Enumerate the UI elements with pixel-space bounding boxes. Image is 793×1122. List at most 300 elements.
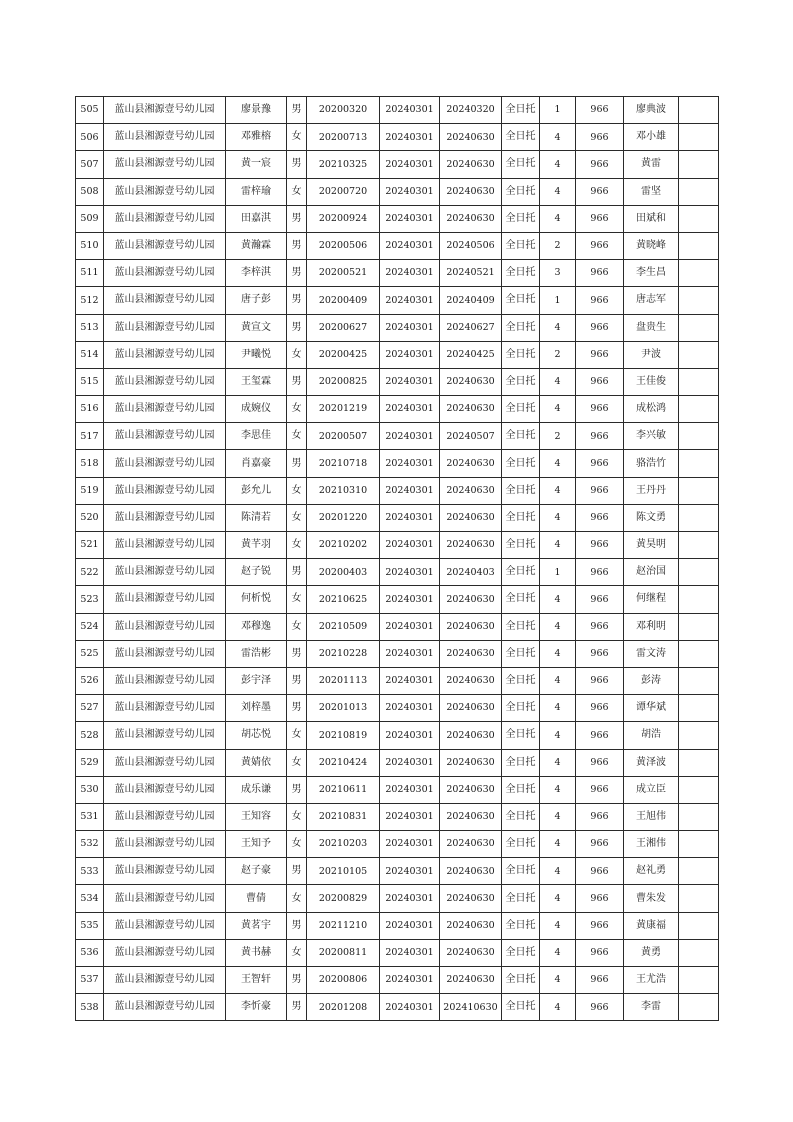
cell-row-number: 515 <box>76 368 104 395</box>
cell-row-number: 523 <box>76 586 104 613</box>
cell-gender: 女 <box>287 722 307 749</box>
cell-birth-date: 20201219 <box>307 396 380 423</box>
cell-start-date: 20240301 <box>380 532 440 559</box>
cell-start-date: 20240301 <box>380 994 440 1021</box>
cell-guardian-name: 田斌和 <box>624 205 679 232</box>
cell-school-name: 蓝山县湘源壹号幼儿园 <box>104 586 226 613</box>
cell-amount: 966 <box>576 287 624 314</box>
cell-start-date: 20240301 <box>380 450 440 477</box>
cell-child-name: 成乐谦 <box>226 776 287 803</box>
cell-amount: 966 <box>576 368 624 395</box>
cell-guardian-name: 曹朱发 <box>624 885 679 912</box>
cell-row-number: 506 <box>76 124 104 151</box>
table-row <box>76 232 719 259</box>
table-row <box>76 532 719 559</box>
cell-school-name: 蓝山县湘源壹号幼儿园 <box>104 178 226 205</box>
cell-gender: 女 <box>287 749 307 776</box>
cell-child-name: 赵子豪 <box>226 858 287 885</box>
cell-gender: 男 <box>287 967 307 994</box>
cell-amount: 966 <box>576 858 624 885</box>
cell-guardian-name: 黄康福 <box>624 912 679 939</box>
table-row <box>76 695 719 722</box>
cell-note <box>679 423 719 450</box>
cell-months: 4 <box>540 532 576 559</box>
cell-row-number: 517 <box>76 423 104 450</box>
cell-school-name: 蓝山县湘源壹号幼儿园 <box>104 450 226 477</box>
cell-gender: 男 <box>287 858 307 885</box>
cell-birth-date: 20200521 <box>307 260 380 287</box>
cell-gender: 男 <box>287 994 307 1021</box>
cell-school-name: 蓝山县湘源壹号幼儿园 <box>104 368 226 395</box>
cell-months: 3 <box>540 260 576 287</box>
cell-birth-date: 20201208 <box>307 994 380 1021</box>
cell-amount: 966 <box>576 885 624 912</box>
cell-birth-date: 20200829 <box>307 885 380 912</box>
cell-gender: 男 <box>287 667 307 694</box>
cell-child-name: 李思佳 <box>226 423 287 450</box>
cell-amount: 966 <box>576 667 624 694</box>
cell-school-name: 蓝山县湘源壹号幼儿园 <box>104 831 226 858</box>
cell-guardian-name: 黄晓峰 <box>624 232 679 259</box>
cell-school-name: 蓝山县湘源壹号幼儿园 <box>104 151 226 178</box>
cell-months: 2 <box>540 423 576 450</box>
cell-note <box>679 151 719 178</box>
cell-child-name: 邓雅榕 <box>226 124 287 151</box>
cell-birth-date: 20200806 <box>307 967 380 994</box>
cell-months: 4 <box>540 803 576 830</box>
table-row <box>76 831 719 858</box>
cell-amount: 966 <box>576 803 624 830</box>
cell-row-number: 532 <box>76 831 104 858</box>
table-row <box>76 178 719 205</box>
cell-care-type: 全日托 <box>502 341 540 368</box>
cell-birth-date: 20210611 <box>307 776 380 803</box>
cell-note <box>679 831 719 858</box>
cell-school-name: 蓝山县湘源壹号幼儿园 <box>104 205 226 232</box>
cell-birth-date: 20210105 <box>307 858 380 885</box>
cell-birth-date: 20210625 <box>307 586 380 613</box>
cell-child-name: 田嘉淇 <box>226 205 287 232</box>
cell-start-date: 20240301 <box>380 504 440 531</box>
cell-gender: 女 <box>287 939 307 966</box>
cell-gender: 女 <box>287 885 307 912</box>
cell-end-date: 20240627 <box>440 314 502 341</box>
table-row <box>76 586 719 613</box>
cell-guardian-name: 唐志军 <box>624 287 679 314</box>
table-row <box>76 613 719 640</box>
cell-amount: 966 <box>576 532 624 559</box>
cell-note <box>679 260 719 287</box>
cell-birth-date: 20200825 <box>307 368 380 395</box>
cell-gender: 女 <box>287 532 307 559</box>
cell-note <box>679 124 719 151</box>
cell-end-date: 20240507 <box>440 423 502 450</box>
table-row <box>76 667 719 694</box>
cell-start-date: 20240301 <box>380 124 440 151</box>
cell-months: 4 <box>540 939 576 966</box>
cell-end-date: 20240630 <box>440 939 502 966</box>
cell-note <box>679 586 719 613</box>
cell-amount: 966 <box>576 396 624 423</box>
cell-start-date: 20240301 <box>380 232 440 259</box>
table-row <box>76 885 719 912</box>
table-row <box>76 396 719 423</box>
cell-guardian-name: 李雷 <box>624 994 679 1021</box>
cell-amount: 966 <box>576 151 624 178</box>
cell-start-date: 20240301 <box>380 885 440 912</box>
table-row <box>76 124 719 151</box>
cell-months: 4 <box>540 967 576 994</box>
cell-note <box>679 396 719 423</box>
cell-child-name: 李忻豪 <box>226 994 287 1021</box>
cell-start-date: 20240301 <box>380 287 440 314</box>
cell-note <box>679 287 719 314</box>
cell-start-date: 20240301 <box>380 341 440 368</box>
cell-note <box>679 532 719 559</box>
cell-start-date: 20240301 <box>380 151 440 178</box>
cell-row-number: 530 <box>76 776 104 803</box>
cell-care-type: 全日托 <box>502 205 540 232</box>
cell-care-type: 全日托 <box>502 967 540 994</box>
cell-end-date: 20240630 <box>440 776 502 803</box>
cell-child-name: 黄婧依 <box>226 749 287 776</box>
cell-note <box>679 178 719 205</box>
table-row <box>76 205 719 232</box>
table-row <box>76 287 719 314</box>
cell-row-number: 536 <box>76 939 104 966</box>
cell-row-number: 520 <box>76 504 104 531</box>
cell-guardian-name: 赵治国 <box>624 559 679 586</box>
cell-birth-date: 20210424 <box>307 749 380 776</box>
cell-gender: 男 <box>287 314 307 341</box>
cell-note <box>679 450 719 477</box>
cell-child-name: 尹曦悦 <box>226 341 287 368</box>
cell-end-date: 20240630 <box>440 858 502 885</box>
cell-note <box>679 368 719 395</box>
cell-guardian-name: 谭华斌 <box>624 695 679 722</box>
cell-gender: 男 <box>287 695 307 722</box>
cell-note <box>679 232 719 259</box>
cell-birth-date: 20200507 <box>307 423 380 450</box>
cell-gender: 女 <box>287 613 307 640</box>
cell-care-type: 全日托 <box>502 260 540 287</box>
cell-care-type: 全日托 <box>502 586 540 613</box>
cell-months: 4 <box>540 368 576 395</box>
cell-school-name: 蓝山县湘源壹号幼儿园 <box>104 613 226 640</box>
cell-months: 4 <box>540 749 576 776</box>
cell-birth-date: 20201013 <box>307 695 380 722</box>
cell-months: 1 <box>540 559 576 586</box>
cell-guardian-name: 陈文勇 <box>624 504 679 531</box>
cell-guardian-name: 邓小雄 <box>624 124 679 151</box>
cell-row-number: 525 <box>76 640 104 667</box>
cell-amount: 966 <box>576 205 624 232</box>
cell-birth-date: 20210831 <box>307 803 380 830</box>
cell-gender: 男 <box>287 640 307 667</box>
cell-months: 4 <box>540 831 576 858</box>
cell-end-date: 20240630 <box>440 586 502 613</box>
cell-end-date: 20240630 <box>440 151 502 178</box>
cell-birth-date: 20210310 <box>307 477 380 504</box>
cell-school-name: 蓝山县湘源壹号幼儿园 <box>104 667 226 694</box>
cell-school-name: 蓝山县湘源壹号幼儿园 <box>104 994 226 1021</box>
table-body <box>76 97 719 1021</box>
cell-end-date: 20240630 <box>440 450 502 477</box>
cell-child-name: 刘梓墨 <box>226 695 287 722</box>
cell-care-type: 全日托 <box>502 613 540 640</box>
cell-care-type: 全日托 <box>502 912 540 939</box>
cell-amount: 966 <box>576 994 624 1021</box>
cell-birth-date: 20200506 <box>307 232 380 259</box>
cell-child-name: 廖景豫 <box>226 97 287 124</box>
cell-amount: 966 <box>576 232 624 259</box>
cell-guardian-name: 王丹丹 <box>624 477 679 504</box>
cell-child-name: 黄一宸 <box>226 151 287 178</box>
cell-guardian-name: 王佳俊 <box>624 368 679 395</box>
cell-start-date: 20240301 <box>380 613 440 640</box>
cell-care-type: 全日托 <box>502 776 540 803</box>
cell-start-date: 20240301 <box>380 368 440 395</box>
cell-child-name: 黄芊羽 <box>226 532 287 559</box>
cell-note <box>679 559 719 586</box>
table-row <box>76 314 719 341</box>
cell-birth-date: 20200924 <box>307 205 380 232</box>
cell-months: 4 <box>540 858 576 885</box>
cell-gender: 男 <box>287 450 307 477</box>
cell-row-number: 514 <box>76 341 104 368</box>
cell-birth-date: 20200627 <box>307 314 380 341</box>
cell-note <box>679 776 719 803</box>
cell-school-name: 蓝山县湘源壹号幼儿园 <box>104 260 226 287</box>
cell-start-date: 20240301 <box>380 559 440 586</box>
cell-guardian-name: 黄泽波 <box>624 749 679 776</box>
cell-row-number: 528 <box>76 722 104 749</box>
cell-months: 2 <box>540 232 576 259</box>
cell-amount: 966 <box>576 912 624 939</box>
cell-birth-date: 20210228 <box>307 640 380 667</box>
cell-guardian-name: 李兴敏 <box>624 423 679 450</box>
cell-birth-date: 20200320 <box>307 97 380 124</box>
cell-end-date: 20240630 <box>440 749 502 776</box>
cell-birth-date: 20211210 <box>307 912 380 939</box>
table-row <box>76 749 719 776</box>
cell-row-number: 521 <box>76 532 104 559</box>
cell-months: 4 <box>540 912 576 939</box>
cell-start-date: 20240301 <box>380 260 440 287</box>
cell-end-date: 20240630 <box>440 912 502 939</box>
cell-guardian-name: 李生昌 <box>624 260 679 287</box>
cell-note <box>679 885 719 912</box>
table-row <box>76 151 719 178</box>
cell-amount: 966 <box>576 640 624 667</box>
cell-note <box>679 477 719 504</box>
cell-child-name: 雷浩彬 <box>226 640 287 667</box>
cell-start-date: 20240301 <box>380 178 440 205</box>
cell-school-name: 蓝山县湘源壹号幼儿园 <box>104 749 226 776</box>
cell-school-name: 蓝山县湘源壹号幼儿园 <box>104 477 226 504</box>
cell-months: 4 <box>540 450 576 477</box>
cell-care-type: 全日托 <box>502 858 540 885</box>
table-row <box>76 776 719 803</box>
cell-school-name: 蓝山县湘源壹号幼儿园 <box>104 232 226 259</box>
cell-care-type: 全日托 <box>502 939 540 966</box>
cell-care-type: 全日托 <box>502 749 540 776</box>
cell-care-type: 全日托 <box>502 477 540 504</box>
cell-start-date: 20240301 <box>380 776 440 803</box>
cell-start-date: 20240301 <box>380 396 440 423</box>
cell-care-type: 全日托 <box>502 667 540 694</box>
cell-care-type: 全日托 <box>502 695 540 722</box>
cell-care-type: 全日托 <box>502 178 540 205</box>
cell-care-type: 全日托 <box>502 368 540 395</box>
cell-note <box>679 504 719 531</box>
cell-care-type: 全日托 <box>502 885 540 912</box>
cell-note <box>679 314 719 341</box>
cell-guardian-name: 成松鸿 <box>624 396 679 423</box>
cell-note <box>679 912 719 939</box>
cell-child-name: 彭允儿 <box>226 477 287 504</box>
cell-row-number: 512 <box>76 287 104 314</box>
cell-school-name: 蓝山县湘源壹号幼儿园 <box>104 939 226 966</box>
cell-note <box>679 749 719 776</box>
cell-row-number: 531 <box>76 803 104 830</box>
table-row <box>76 939 719 966</box>
cell-care-type: 全日托 <box>502 559 540 586</box>
cell-amount: 966 <box>576 586 624 613</box>
cell-note <box>679 994 719 1021</box>
cell-child-name: 邓穆逸 <box>226 613 287 640</box>
cell-end-date: 20240403 <box>440 559 502 586</box>
cell-school-name: 蓝山县湘源壹号幼儿园 <box>104 559 226 586</box>
cell-school-name: 蓝山县湘源壹号幼儿园 <box>104 124 226 151</box>
cell-birth-date: 20210509 <box>307 613 380 640</box>
cell-amount: 966 <box>576 314 624 341</box>
cell-months: 4 <box>540 178 576 205</box>
cell-row-number: 524 <box>76 613 104 640</box>
cell-school-name: 蓝山县湘源壹号幼儿园 <box>104 532 226 559</box>
cell-note <box>679 640 719 667</box>
cell-months: 4 <box>540 667 576 694</box>
cell-note <box>679 967 719 994</box>
cell-care-type: 全日托 <box>502 287 540 314</box>
cell-start-date: 20240301 <box>380 939 440 966</box>
cell-guardian-name: 黄昊明 <box>624 532 679 559</box>
cell-start-date: 20240301 <box>380 858 440 885</box>
table-row <box>76 559 719 586</box>
cell-child-name: 曹倩 <box>226 885 287 912</box>
cell-school-name: 蓝山县湘源壹号幼儿园 <box>104 885 226 912</box>
cell-care-type: 全日托 <box>502 504 540 531</box>
cell-child-name: 王知容 <box>226 803 287 830</box>
cell-child-name: 何析悦 <box>226 586 287 613</box>
cell-row-number: 522 <box>76 559 104 586</box>
cell-amount: 966 <box>576 450 624 477</box>
cell-guardian-name: 王旭伟 <box>624 803 679 830</box>
cell-gender: 男 <box>287 260 307 287</box>
cell-months: 4 <box>540 695 576 722</box>
cell-row-number: 538 <box>76 994 104 1021</box>
cell-months: 4 <box>540 205 576 232</box>
cell-guardian-name: 黄勇 <box>624 939 679 966</box>
cell-row-number: 507 <box>76 151 104 178</box>
cell-end-date: 20240630 <box>440 178 502 205</box>
cell-gender: 男 <box>287 97 307 124</box>
cell-start-date: 20240301 <box>380 967 440 994</box>
cell-gender: 女 <box>287 124 307 151</box>
cell-gender: 男 <box>287 205 307 232</box>
cell-months: 4 <box>540 640 576 667</box>
cell-row-number: 529 <box>76 749 104 776</box>
cell-months: 4 <box>540 504 576 531</box>
cell-gender: 男 <box>287 368 307 395</box>
table-row <box>76 640 719 667</box>
cell-row-number: 516 <box>76 396 104 423</box>
cell-amount: 966 <box>576 423 624 450</box>
cell-birth-date: 20200720 <box>307 178 380 205</box>
cell-months: 4 <box>540 314 576 341</box>
cell-guardian-name: 何继程 <box>624 586 679 613</box>
cell-months: 4 <box>540 477 576 504</box>
cell-row-number: 526 <box>76 667 104 694</box>
cell-row-number: 533 <box>76 858 104 885</box>
cell-row-number: 534 <box>76 885 104 912</box>
cell-school-name: 蓝山县湘源壹号幼儿园 <box>104 912 226 939</box>
cell-months: 1 <box>540 97 576 124</box>
cell-gender: 女 <box>287 423 307 450</box>
cell-gender: 女 <box>287 586 307 613</box>
cell-child-name: 成婉仪 <box>226 396 287 423</box>
cell-birth-date: 20201220 <box>307 504 380 531</box>
cell-end-date: 20240630 <box>440 613 502 640</box>
table-row <box>76 97 719 124</box>
cell-school-name: 蓝山县湘源壹号幼儿园 <box>104 776 226 803</box>
cell-birth-date: 20210202 <box>307 532 380 559</box>
cell-start-date: 20240301 <box>380 314 440 341</box>
cell-care-type: 全日托 <box>502 831 540 858</box>
cell-start-date: 20240301 <box>380 831 440 858</box>
cell-start-date: 20240301 <box>380 695 440 722</box>
cell-school-name: 蓝山县湘源壹号幼儿园 <box>104 423 226 450</box>
cell-child-name: 陈清若 <box>226 504 287 531</box>
cell-care-type: 全日托 <box>502 532 540 559</box>
cell-row-number: 508 <box>76 178 104 205</box>
cell-note <box>679 667 719 694</box>
cell-months: 4 <box>540 396 576 423</box>
cell-end-date: 20240630 <box>440 803 502 830</box>
cell-gender: 男 <box>287 912 307 939</box>
cell-end-date: 20240425 <box>440 341 502 368</box>
enrollment-table <box>75 96 719 1021</box>
cell-birth-date: 20200409 <box>307 287 380 314</box>
table-row <box>76 967 719 994</box>
cell-school-name: 蓝山县湘源壹号幼儿园 <box>104 803 226 830</box>
cell-child-name: 黄茗宇 <box>226 912 287 939</box>
cell-birth-date: 20210203 <box>307 831 380 858</box>
table-row <box>76 504 719 531</box>
cell-child-name: 肖嘉豪 <box>226 450 287 477</box>
cell-end-date: 202410630 <box>440 994 502 1021</box>
cell-row-number: 510 <box>76 232 104 259</box>
cell-child-name: 王玺霖 <box>226 368 287 395</box>
cell-school-name: 蓝山县湘源壹号幼儿园 <box>104 504 226 531</box>
cell-end-date: 20240409 <box>440 287 502 314</box>
cell-start-date: 20240301 <box>380 205 440 232</box>
table-row <box>76 368 719 395</box>
cell-row-number: 537 <box>76 967 104 994</box>
cell-care-type: 全日托 <box>502 151 540 178</box>
cell-start-date: 20240301 <box>380 477 440 504</box>
cell-school-name: 蓝山县湘源壹号幼儿园 <box>104 341 226 368</box>
